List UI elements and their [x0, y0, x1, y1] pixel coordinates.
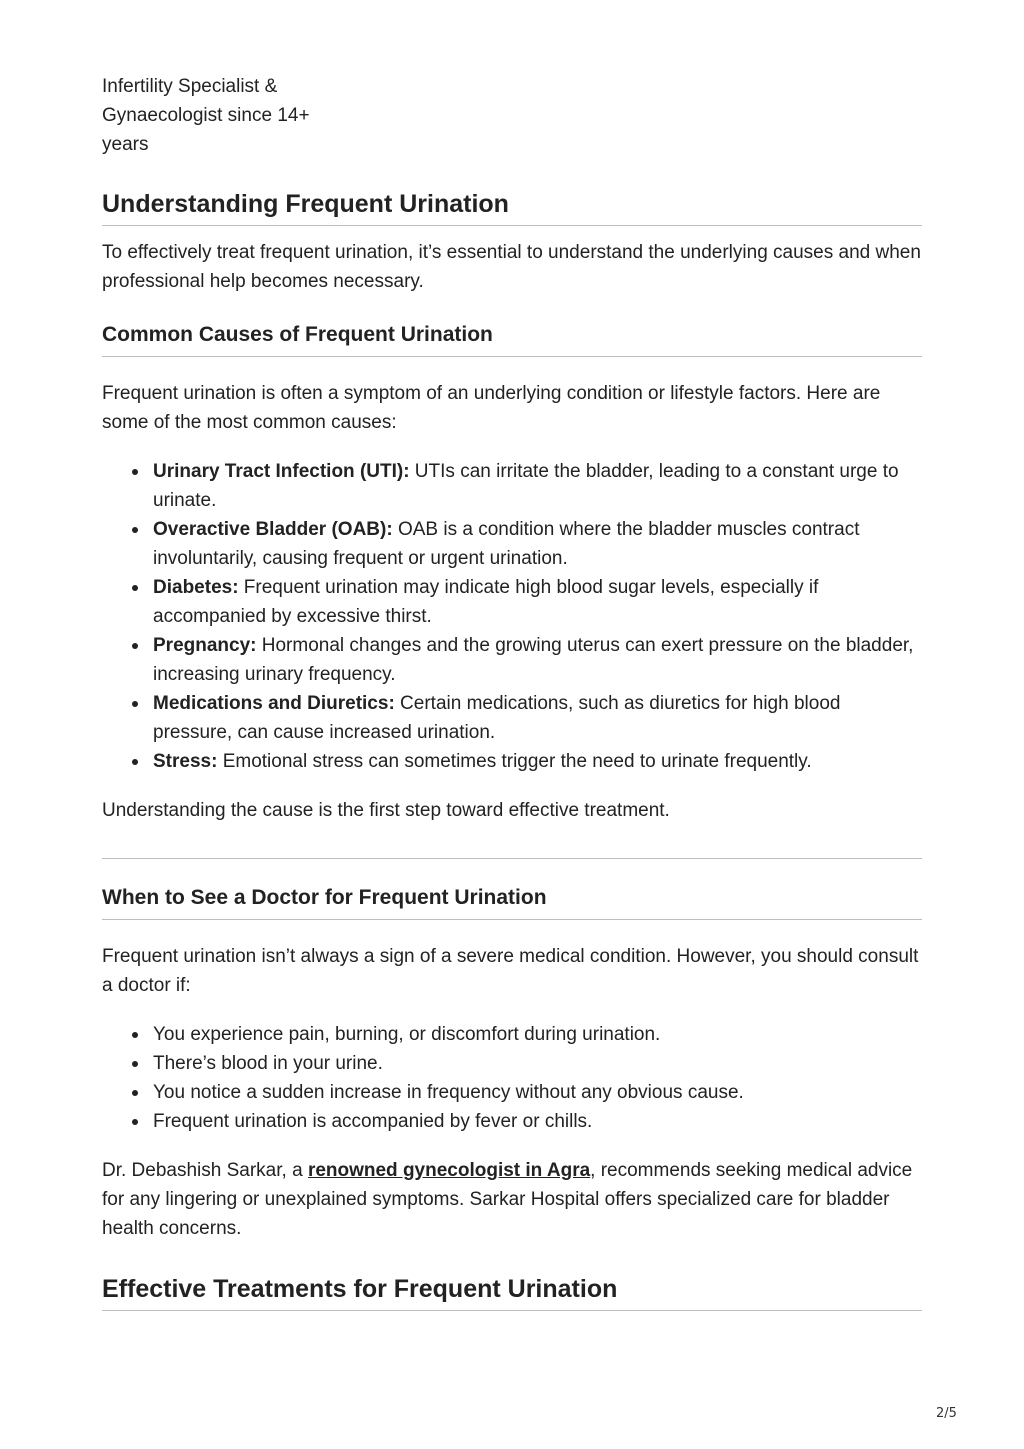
list-item	[153, 1078, 922, 1107]
doctor-item-text: Frequent urination is accompanied by fever or chills.	[153, 1111, 593, 1132]
list-item	[153, 1107, 922, 1136]
cause-text: Emotional stress can sometimes trigger the need to urinate frequently.	[217, 751, 812, 772]
heading-when-to-see-doctor: When to See a Doctor for Frequent Urination	[102, 885, 922, 920]
list-item	[153, 1049, 922, 1078]
page-number: 2/5	[936, 1406, 957, 1421]
recommendation-text-after: , recommends seeking medical advice for any lingering or unexplained symptoms. Sarkar Hospital offers specialized care for bladder health concerns.	[102, 1160, 913, 1239]
bullet-icon	[132, 469, 138, 475]
list-item	[153, 689, 922, 747]
list-item	[153, 631, 922, 689]
bullet-icon	[132, 585, 138, 591]
cause-text: Hormonal changes and the growing uterus can exert pressure on the bladder, increasing urinary frequency.	[153, 635, 914, 685]
heading-understanding: Understanding Frequent Urination	[102, 189, 922, 226]
doctor-item-text: You experience pain, burning, or discomfort during urination.	[153, 1024, 661, 1045]
doctor-intro-paragraph: Frequent urination isn’t always a sign of a severe medical condition. However, you should consult a doctor if:	[102, 946, 919, 996]
causes-closing-paragraph: Understanding the cause is the first step toward effective treatment.	[102, 800, 670, 821]
recommendation-text-before: Dr. Debashish Sarkar, a	[102, 1160, 308, 1181]
bullet-icon	[132, 1090, 138, 1096]
cause-term: Overactive Bladder (OAB):	[153, 519, 393, 540]
bullet-icon	[132, 701, 138, 707]
bullet-icon	[132, 1119, 138, 1125]
cause-term: Urinary Tract Infection (UTI):	[153, 461, 410, 482]
list-item	[153, 573, 922, 631]
bullet-icon	[132, 1061, 138, 1067]
causes-intro-paragraph: Frequent urination is often a symptom of an underlying condition or lifestyle factors. Here are some of the most common causes:	[102, 383, 881, 433]
heading-common-causes: Common Causes of Frequent Urination	[102, 322, 922, 357]
author-intro-line: Gynaecologist since 14+	[102, 105, 310, 126]
list-item	[153, 1020, 922, 1049]
cause-text: OAB is a condition where the bladder muscles contract involuntarily, causing frequent or urgent urination.	[153, 519, 860, 569]
doctor-item-text: You notice a sudden increase in frequency without any obvious cause.	[153, 1082, 744, 1103]
author-intro-line: Infertility Specialist &	[102, 76, 278, 97]
bullet-icon	[132, 643, 138, 649]
understanding-paragraph: To effectively treat frequent urination, it’s essential to understand the underlying causes and when professional help becomes necessary.	[102, 242, 921, 292]
bullet-icon	[132, 527, 138, 533]
list-item	[153, 457, 922, 515]
section-divider	[102, 858, 922, 859]
cause-term: Stress:	[153, 751, 218, 772]
list-item	[153, 747, 922, 776]
doctor-list	[102, 1020, 922, 1136]
author-intro	[102, 72, 342, 159]
list-item	[153, 515, 922, 573]
doctor-item-text: There’s blood in your urine.	[153, 1053, 383, 1074]
heading-effective-treatments: Effective Treatments for Frequent Urination	[102, 1274, 922, 1311]
cause-term: Diabetes:	[153, 577, 239, 598]
bullet-icon	[132, 1032, 138, 1038]
author-intro-line: years	[102, 134, 149, 155]
cause-text: UTIs can irritate the bladder, leading to a constant urge to urinate.	[153, 461, 899, 511]
cause-text: Frequent urination may indicate high blood sugar levels, especially if accompanied by excessive thirst.	[153, 577, 819, 627]
cause-text: Certain medications, such as diuretics for high blood pressure, can cause increased urination.	[153, 693, 841, 743]
recommendation-paragraph	[102, 1156, 922, 1243]
causes-list	[102, 457, 922, 776]
bullet-icon	[132, 759, 138, 765]
gynecologist-link[interactable]: renowned gynecologist in Agra	[307, 1160, 591, 1181]
cause-term: Pregnancy:	[153, 635, 257, 656]
cause-term: Medications and Diuretics:	[153, 693, 395, 714]
